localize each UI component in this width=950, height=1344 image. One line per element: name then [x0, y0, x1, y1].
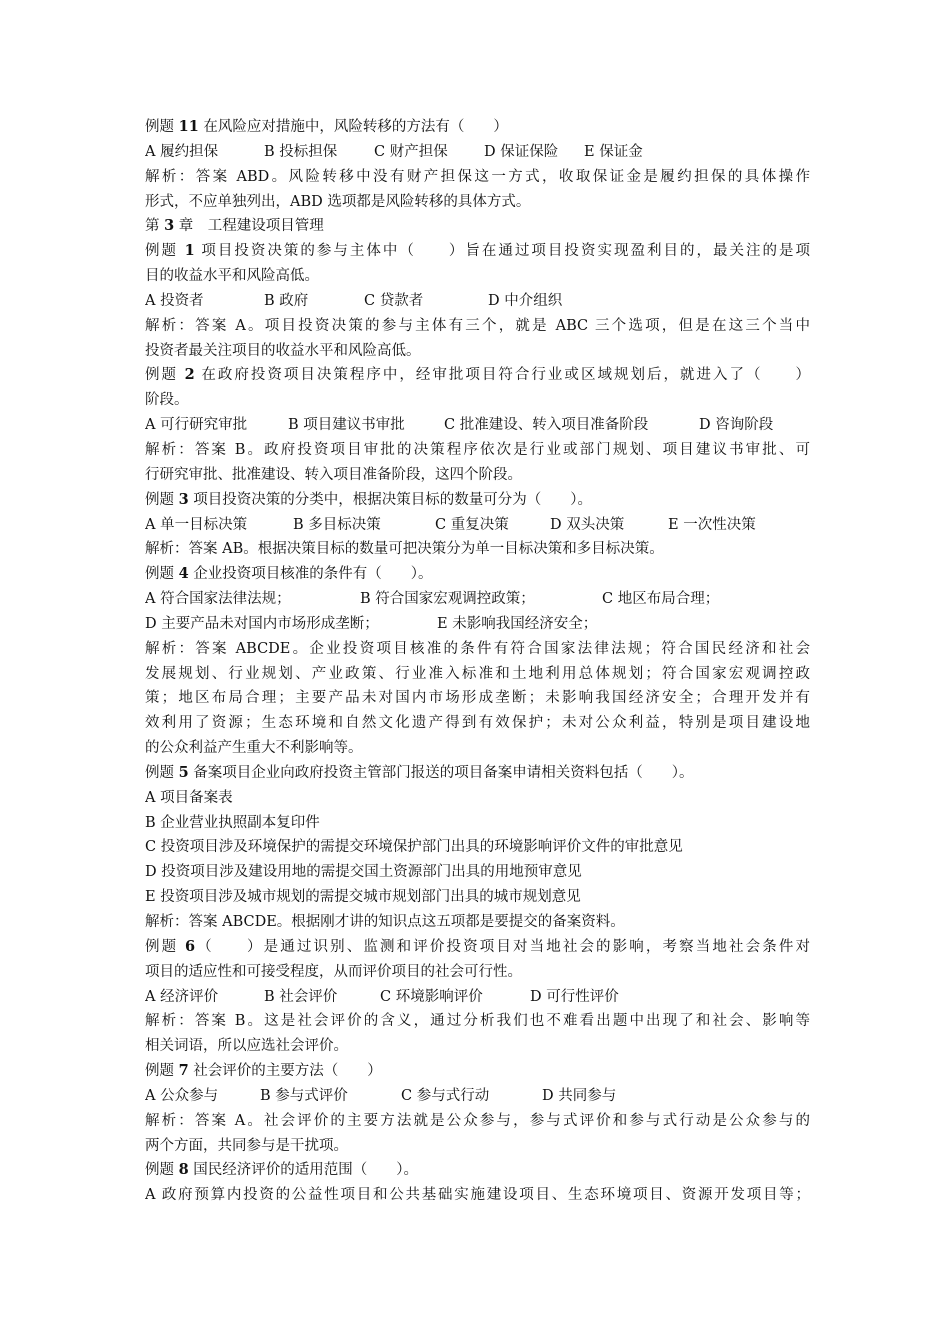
text-line: 行研究审批、批准建设、转入项目准备阶段，这四个阶段。: [145, 466, 522, 483]
options-line: [145, 1084, 810, 1109]
question-heading: [145, 115, 810, 140]
question-heading: [145, 761, 810, 786]
question-number: 3: [178, 490, 189, 508]
question-number: 2: [184, 366, 195, 384]
text-line: 解析：答案 A。社会评价的主要方法就是公众参与，参与式评价和参与式行动是公众参与的: [145, 1112, 810, 1129]
question-text: 项目投资决策的分类中，根据决策目标的数量可分为（ ）。: [188, 491, 593, 508]
option-item: E 未影响我国经济安全；: [437, 615, 598, 632]
option-item: C 环境影响评价: [380, 988, 483, 1005]
options-line: [145, 985, 810, 1010]
text-line: 发展规划、行业规划、产业政策、行业准入标准和土地利用总体规划；符合国家宏观调控政: [145, 665, 810, 682]
option-item: D 咨询阶段: [699, 417, 774, 434]
option-item: D 中介组织: [488, 292, 563, 309]
text-line: 解析：答案 B。政府投资项目审批的决策程序依次是行业或部门规划、项目建议书审批、可: [145, 441, 810, 458]
text-line: 两个方面，共同参与是干扰项。: [145, 1137, 348, 1154]
question-prefix: 例题: [145, 491, 179, 508]
question-prefix: 例题: [145, 764, 179, 781]
option-item: A 履约担保: [145, 143, 219, 160]
question-prefix: 例题: [145, 119, 179, 135]
question-text: 项目投资决策的参与主体中（ ）旨在通过项目投资实现盈利目的，最关注的是项: [194, 243, 810, 260]
question-heading: [145, 214, 810, 239]
option-item: A 单一目标决策: [145, 516, 248, 533]
question-prefix: 例题: [145, 243, 185, 260]
option-item: C 地区布局合理；: [602, 591, 720, 608]
text-line: 项目的适应性和可接受程度，从而评价项目的社会可行性。: [145, 963, 522, 980]
text-line: 投资者最关注项目的收益水平和风险高低。: [145, 342, 421, 359]
question-text: 社会评价的主要方法（ ）: [188, 1063, 382, 1080]
text-line: E 投资项目涉及城市规划的需提交城市规划部门出具的城市规划意见: [145, 889, 581, 906]
options-line: [145, 413, 810, 438]
option-item: A 符合国家法律法规；: [145, 591, 291, 608]
question-heading: [145, 935, 810, 960]
text-line: A 政府预算内投资的公益性项目和公共基础实施建设项目、生态环境项目、资源开发项目等；: [145, 1187, 810, 1204]
option-item: B 参与式评价: [260, 1087, 348, 1104]
text-line: 目的收益水平和风险高低。: [145, 268, 319, 285]
question-prefix: 例题: [145, 566, 179, 583]
question-text: 在风险应对措施中，风险转移的方法有（ ）: [198, 119, 508, 135]
question-heading: [145, 239, 810, 264]
options-line: [145, 513, 810, 538]
option-item: A 公众参与: [145, 1087, 219, 1104]
question-text: （ ）是通过识别、监测和评价投资项目对当地社会的影响，考察当地社会条件对: [195, 938, 810, 955]
text-line: 阶段。: [145, 392, 189, 409]
option-item: D 保证保险: [484, 143, 559, 160]
question-prefix: 第: [145, 218, 165, 235]
options-line: [145, 587, 810, 612]
options-line: [145, 289, 810, 314]
text-line: C 投资项目涉及环境保护的需提交环境保护部门出具的环境影响评价文件的审批意见: [145, 839, 683, 856]
option-item: A 可行研究审批: [145, 417, 248, 434]
option-item: B 项目建议书审批: [288, 417, 405, 434]
question-text: 备案项目企业向政府投资主管部门报送的项目备案申请相关资料包括（ ）。: [188, 764, 694, 781]
question-heading: [145, 1158, 810, 1183]
option-item: D 共同参与: [542, 1087, 617, 1104]
option-item: C 重复决策: [435, 516, 509, 533]
option-item: B 多目标决策: [293, 516, 381, 533]
option-item: C 财产担保: [374, 143, 448, 160]
text-line: 解析：答案 ABCDE。企业投资项目核准的条件有符合国家法律法规；符合国民经济和社会: [145, 640, 810, 657]
text-line: 解析：答案 A。项目投资决策的参与主体有三个，就是 ABC 三个选项，但是在这三个当中: [145, 317, 810, 334]
question-prefix: 例题: [145, 938, 185, 955]
option-item: C 贷款者: [364, 292, 424, 309]
question-text: 在政府投资项目决策程序中，经审批项目符合行业或区域规划后，就进入了（ ）: [194, 367, 810, 384]
option-item: D 双头决策: [550, 516, 625, 533]
question-prefix: 例题: [145, 367, 185, 384]
option-item: C 参与式行动: [401, 1087, 490, 1104]
option-item: D 可行性评价: [530, 988, 619, 1005]
text-line: B 企业营业执照副本复印件: [145, 814, 320, 831]
text-line: 的公众利益产生重大不利影响等。: [145, 740, 363, 757]
question-number: 1: [184, 242, 195, 260]
text-line: 策；地区布局合理；主要产品未对国内市场形成垄断；未影响我国经济安全；合理开发并有: [145, 690, 810, 707]
question-prefix: 例题: [145, 1063, 179, 1080]
options-line: [145, 612, 810, 637]
question-number: 11: [178, 118, 199, 135]
option-item: B 符合国家宏观调控政策；: [360, 591, 535, 608]
question-heading: [145, 562, 810, 587]
question-number: 3: [164, 217, 175, 235]
text-line: A 项目备案表: [145, 789, 233, 806]
text-line: 解析：答案 ABD。风险转移中没有财产担保这一方式，收取保证金是履约担保的具体操作: [145, 168, 810, 185]
option-item: B 投标担保: [264, 143, 338, 160]
text-line: 效利用了资源；生态环境和自然文化遗产得到有效保护；未对公众利益，特别是项目建设地: [145, 715, 810, 732]
option-item: B 政府: [264, 292, 309, 309]
option-item: A 投资者: [145, 292, 204, 309]
text-line: 相关词语，所以应选社会评价。: [145, 1038, 348, 1055]
question-number: 8: [178, 1161, 189, 1179]
text-line: 形式，不应单独列出，ABD 选项都是风险转移的具体方式。: [145, 193, 531, 210]
question-number: 4: [178, 565, 189, 583]
option-item: E 一次性决策: [668, 516, 756, 533]
question-number: 7: [178, 1062, 189, 1080]
question-heading: [145, 363, 810, 388]
text-line: 解析：答案 ABCDE。根据刚才讲的知识点这五项都是要提交的备案资料。: [145, 914, 625, 930]
text-line: D 投资项目涉及建设用地的需提交国土资源部门出具的用地预审意见: [145, 864, 582, 881]
question-text: 章 工程建设项目管理: [174, 218, 324, 235]
options-line: [145, 140, 810, 165]
question-text: 国民经济评价的适用范围（ ）。: [188, 1162, 419, 1179]
text-line: 解析：答案 B。这是社会评价的含义，通过分析我们也不难看出题中出现了和社会、影响等: [145, 1013, 810, 1030]
option-item: E 保证金: [584, 143, 643, 160]
option-item: D 主要产品未对国内市场形成垄断；: [145, 615, 379, 632]
text-line: 解析：答案 AB。根据决策目标的数量可把决策分为单一目标决策和多目标决策。: [145, 541, 664, 558]
question-heading: [145, 1059, 810, 1084]
question-text: 企业投资项目核准的条件有（ ）。: [188, 566, 433, 583]
question-heading: [145, 488, 810, 513]
question-prefix: 例题: [145, 1162, 179, 1179]
question-number: 6: [184, 937, 196, 955]
option-item: B 社会评价: [264, 988, 338, 1005]
option-item: A 经济评价: [145, 988, 219, 1005]
document-body: [145, 115, 810, 1208]
option-item: C 批准建设、转入项目准备阶段: [444, 417, 649, 434]
question-number: 5: [178, 763, 189, 781]
